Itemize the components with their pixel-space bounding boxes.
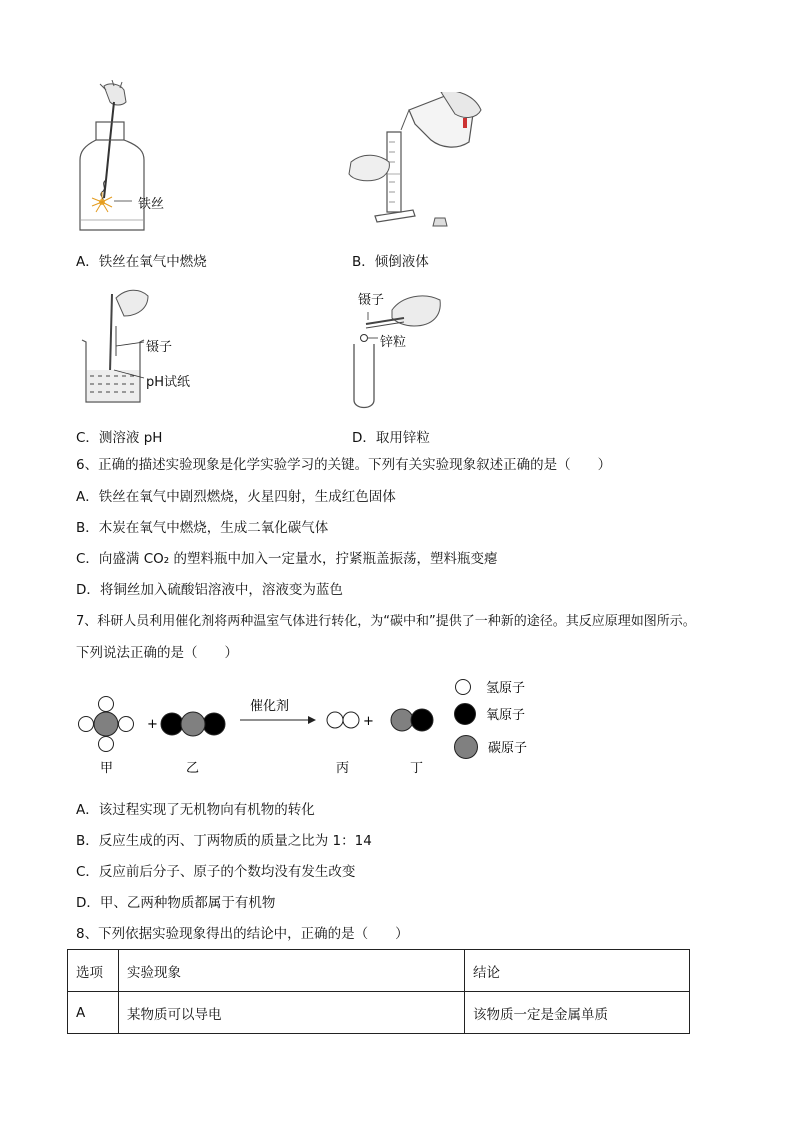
label-tweezers-d: 镊子 (358, 293, 385, 308)
figure-take-zinc (348, 290, 448, 412)
q6-option-b: B．木炭在氧气中燃烧，生成二氧化碳气体 (76, 520, 329, 536)
table-cell-conclusion: 该物质一定是金属单质 (465, 992, 690, 1034)
legend-hydrogen: 氢原子 (486, 681, 526, 696)
table-header-row (68, 950, 690, 992)
q7-stem-line1: 7、科研人员利用催化剂将两种温室气体进行转化，为“碳中和”提供了一种新的途径。其反应原理如图所示。 (76, 614, 696, 629)
caption-a: A．铁丝在氧气中燃烧 (76, 254, 207, 270)
arrow-label-catalyst: 催化剂 (250, 699, 290, 714)
legend-carbon-icon (455, 736, 478, 759)
table-cell-phenomenon: 某物质可以导电 (119, 992, 465, 1034)
caption-d: D．取用锌粒 (352, 430, 430, 446)
legend-oxygen: 氧原子 (486, 708, 526, 723)
q7-stem-line2: 下列说法正确的是（ ） (76, 645, 238, 661)
name-bing: 丙 (336, 761, 350, 776)
table-header-conclusion: 结论 (465, 950, 690, 992)
label-ph-paper: pH试纸 (146, 375, 191, 390)
table-header-option: 选项 (68, 950, 119, 992)
q8-table (67, 949, 690, 1034)
q6-option-d: D．将铜丝加入硫酸铝溶液中，溶液变为蓝色 (76, 582, 343, 598)
molecule-jia (79, 697, 134, 752)
table-cell-option: A (68, 992, 119, 1034)
molecule-yi (161, 712, 225, 736)
name-jia: 甲 (100, 761, 114, 776)
plus-1: + (147, 717, 158, 732)
table-header-phenomenon: 实验现象 (119, 950, 465, 992)
legend-oxygen-icon (455, 704, 476, 725)
q7-option-b: B．反应生成的丙、丁两物质的质量之比为 1：14 (76, 833, 372, 849)
q6-stem: 6、正确的描述实验现象是化学实验学习的关键。下列有关实验现象叙述正确的是（ ） (76, 457, 612, 473)
q7-option-a: A．该过程实现了无机物向有机物的转化 (76, 802, 315, 818)
q6-option-a: A．铁丝在氧气中剧烈燃烧，火星四射，生成红色固体 (76, 489, 396, 505)
q8-stem: 8、下列依据实验现象得出的结论中，正确的是（ ） (76, 926, 409, 942)
figure-pouring-liquid (345, 92, 495, 232)
label-zinc: 锌粒 (380, 335, 407, 350)
molecule-ding (391, 709, 433, 731)
figure-iron-wire-combustion (70, 80, 210, 240)
plus-2: + (363, 714, 374, 729)
reaction-diagram (70, 672, 570, 782)
q6-option-c: C．向盛满 CO₂ 的塑料瓶中加入一定量水，拧紧瓶盖振荡，塑料瓶变瘪 (76, 551, 498, 567)
q7-option-c: C．反应前后分子、原子的个数均没有发生改变 (76, 864, 356, 880)
label-iron-wire: 铁丝 (138, 197, 165, 212)
table-row (68, 992, 690, 1034)
name-ding: 丁 (410, 761, 424, 776)
q7-option-d: D．甲、乙两种物质都属于有机物 (76, 895, 276, 911)
caption-c: C．测溶液 pH (76, 430, 163, 446)
legend-hydrogen-icon (456, 680, 471, 695)
legend-carbon: 碳原子 (488, 741, 528, 756)
molecule-bing (327, 712, 359, 728)
caption-b: B．倾倒液体 (352, 254, 429, 270)
label-tweezers-c: 镊子 (146, 340, 173, 355)
name-yi: 乙 (186, 761, 200, 776)
